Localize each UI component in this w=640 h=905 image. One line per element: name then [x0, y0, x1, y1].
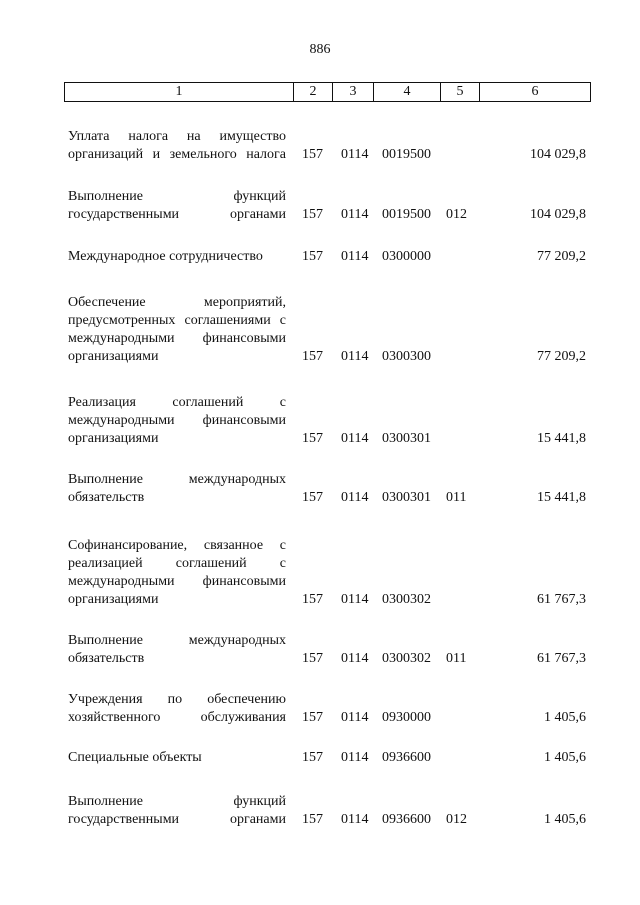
- row-name: Обеспечение мероприятий, предусмотренных соглашениями с международными финансовыми организациями: [68, 295, 286, 364]
- row-code-3: 0114: [341, 349, 369, 364]
- row-name: Специальные объекты: [68, 750, 202, 765]
- row-code-3: 0114: [341, 431, 369, 446]
- row-amount: 15 441,8: [537, 490, 586, 505]
- row-name: Выполнение функций государственными органами: [68, 794, 286, 827]
- row-code-2: 157: [302, 490, 323, 505]
- column-header-2: 2: [294, 83, 333, 102]
- row-amount: 1 405,6: [544, 812, 586, 827]
- row-name: Софинансирование, связанное с реализацией соглашений с международными финансовыми организациями: [68, 538, 286, 607]
- row-code-3: 0114: [341, 750, 369, 765]
- row-name: Международное сотрудничество: [68, 249, 263, 264]
- row-code-5: 011: [446, 490, 467, 505]
- row-name: Уплата налога на имущество организаций и земельного налога: [68, 129, 286, 162]
- row-code-2: 157: [302, 812, 323, 827]
- row-code-5: 012: [446, 207, 467, 222]
- row-code-3: 0114: [341, 490, 369, 505]
- column-header-1: 1: [65, 83, 294, 102]
- row-name: Выполнение международных обязательств: [68, 472, 286, 505]
- row-name: Реализация соглашений с международными финансовыми организациями: [68, 395, 286, 446]
- row-code-2: 157: [302, 651, 323, 666]
- row-amount: 1 405,6: [544, 750, 586, 765]
- row-code-3: 0114: [341, 147, 369, 162]
- row-code-4: 0300300: [382, 349, 431, 364]
- row-code-4: 0300301: [382, 490, 431, 505]
- row-code-3: 0114: [341, 651, 369, 666]
- row-code-2: 157: [302, 147, 323, 162]
- row-code-4: 0019500: [382, 147, 431, 162]
- column-header-table: [64, 82, 591, 102]
- row-amount: 77 209,2: [537, 249, 586, 264]
- row-code-4: 0930000: [382, 710, 431, 725]
- row-name: Выполнение международных обязательств: [68, 633, 286, 666]
- column-header-3: 3: [333, 83, 374, 102]
- row-code-4: 0936600: [382, 812, 431, 827]
- row-code-2: 157: [302, 750, 323, 765]
- row-amount: 61 767,3: [537, 592, 586, 607]
- row-amount: 15 441,8: [537, 431, 586, 446]
- row-code-2: 157: [302, 349, 323, 364]
- row-amount: 61 767,3: [537, 651, 586, 666]
- column-header-5: 5: [441, 83, 480, 102]
- row-code-5: 011: [446, 651, 467, 666]
- row-code-3: 0114: [341, 592, 369, 607]
- row-code-3: 0114: [341, 249, 369, 264]
- row-code-4: 0300302: [382, 651, 431, 666]
- row-code-2: 157: [302, 249, 323, 264]
- row-amount: 1 405,6: [544, 710, 586, 725]
- row-code-3: 0114: [341, 812, 369, 827]
- row-code-5: 012: [446, 812, 467, 827]
- row-code-3: 0114: [341, 710, 369, 725]
- page-number: 886: [309, 42, 331, 57]
- row-amount: 104 029,8: [530, 147, 586, 162]
- row-code-3: 0114: [341, 207, 369, 222]
- row-amount: 77 209,2: [537, 349, 586, 364]
- row-code-4: 0300301: [382, 431, 431, 446]
- column-header-6: 6: [480, 83, 591, 102]
- row-code-4: 0936600: [382, 750, 431, 765]
- row-code-2: 157: [302, 710, 323, 725]
- row-code-4: 0300302: [382, 592, 431, 607]
- row-code-4: 0300000: [382, 249, 431, 264]
- row-code-4: 0019500: [382, 207, 431, 222]
- column-header-4: 4: [374, 83, 441, 102]
- row-name: Выполнение функций государственными органами: [68, 189, 286, 222]
- row-name: Учреждения по обеспечению хозяйственного обслуживания: [68, 692, 286, 725]
- row-code-2: 157: [302, 592, 323, 607]
- row-amount: 104 029,8: [530, 207, 586, 222]
- row-code-2: 157: [302, 207, 323, 222]
- row-code-2: 157: [302, 431, 323, 446]
